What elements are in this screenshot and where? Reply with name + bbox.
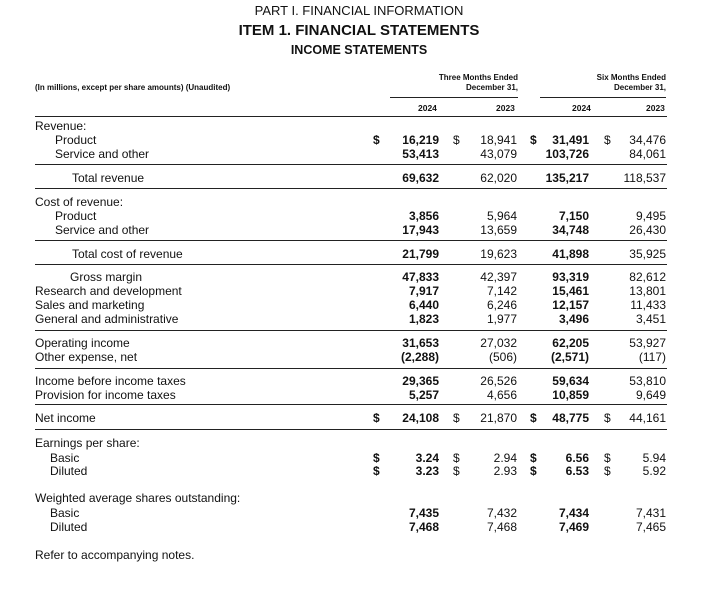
row-value: 7,431 — [635, 506, 666, 520]
row-value: 6.56 — [565, 451, 589, 465]
row-label: Product — [55, 133, 97, 147]
row-value: 42,397 — [480, 270, 517, 284]
row-label: Service and other — [55, 147, 150, 161]
currency-symbol: $ — [453, 464, 460, 478]
row-label: Service and other — [55, 223, 150, 237]
row-label: Gross margin — [70, 270, 143, 284]
row-value: 53,413 — [402, 147, 439, 161]
currency-symbol: $ — [604, 464, 611, 478]
six-months-header — [540, 73, 666, 93]
row-value: 82,612 — [629, 270, 666, 284]
row-value: (117) — [638, 350, 666, 364]
row-label: Operating income — [35, 336, 130, 350]
row-value: 48,775 — [552, 411, 589, 425]
currency-symbol: $ — [530, 451, 537, 465]
row-value: 31,653 — [402, 336, 439, 350]
row-value: 3,496 — [558, 312, 589, 326]
row-value: 24,108 — [402, 411, 439, 425]
row-value: 15,461 — [552, 284, 589, 298]
row-value: 13,659 — [480, 223, 517, 237]
row-value: 26,526 — [480, 374, 517, 388]
row-value: 6,440 — [408, 298, 439, 312]
row-value: 44,161 — [629, 411, 666, 425]
year-col2: 2023 — [496, 103, 515, 113]
row-value: 5,257 — [408, 388, 439, 402]
row-value: 7,468 — [486, 520, 517, 534]
row-value: 7,465 — [635, 520, 666, 534]
row-value: 118,537 — [623, 171, 666, 185]
currency-symbol: $ — [373, 133, 380, 147]
row-label: Product — [55, 209, 97, 223]
row-value: 53,810 — [629, 374, 666, 388]
row-value: 1,823 — [408, 312, 439, 326]
row-rule — [35, 368, 667, 369]
six-months-header-line1: Six Months Ended — [596, 73, 666, 82]
year-col1: 2024 — [418, 103, 437, 113]
three-months-header-line1: Three Months Ended — [438, 73, 518, 82]
row-label: Net income — [35, 411, 96, 425]
row-value: 1,977 — [486, 312, 517, 326]
row-label: Earnings per share: — [35, 436, 140, 450]
row-value: 62,205 — [552, 336, 589, 350]
header-rule — [35, 116, 667, 117]
row-value: 26,430 — [629, 223, 666, 237]
row-value: 93,319 — [552, 270, 589, 284]
currency-symbol: $ — [453, 451, 460, 465]
row-label: Total revenue — [72, 171, 145, 185]
row-rule — [35, 240, 667, 241]
row-value: 9,495 — [635, 209, 666, 223]
six-months-underline — [540, 97, 666, 98]
currency-symbol: $ — [453, 411, 460, 425]
row-label: Sales and marketing — [35, 298, 145, 312]
row-rule — [35, 188, 667, 189]
row-rule — [35, 429, 667, 430]
row-value: 18,941 — [480, 133, 517, 147]
row-label: Cost of revenue: — [35, 195, 124, 209]
row-value: 21,870 — [480, 411, 517, 425]
row-value: 4,656 — [486, 388, 517, 402]
three-months-underline — [390, 97, 518, 98]
row-value: 5.94 — [642, 451, 666, 465]
currency-symbol: $ — [373, 411, 380, 425]
row-value: 31,491 — [552, 133, 589, 147]
row-value: 7,917 — [408, 284, 439, 298]
footnote: Refer to accompanying notes. — [35, 548, 195, 562]
row-label: Diluted — [50, 520, 88, 534]
currency-symbol: $ — [604, 451, 611, 465]
six-months-header-line2: December 31, — [613, 83, 666, 92]
row-value: 7,435 — [408, 506, 439, 520]
row-label: Diluted — [50, 464, 88, 478]
row-value: 3.23 — [415, 464, 439, 478]
row-value: 7,142 — [486, 284, 517, 298]
currency-symbol: $ — [530, 133, 537, 147]
statement-title: INCOME STATEMENTS — [290, 43, 428, 57]
row-value: 59,634 — [552, 374, 589, 388]
row-value: 9,649 — [635, 388, 666, 402]
row-value: 69,632 — [402, 171, 439, 185]
row-value: 7,434 — [558, 506, 589, 520]
row-label: General and administrative — [35, 312, 179, 326]
row-rule — [35, 404, 667, 405]
row-value: 29,365 — [402, 374, 439, 388]
row-value: (2,571) — [550, 350, 589, 364]
three-months-header — [390, 73, 518, 93]
row-label: Other expense, net — [35, 350, 138, 364]
row-value: 3,451 — [635, 312, 666, 326]
row-label: Research and development — [35, 284, 182, 298]
row-value: 34,748 — [552, 223, 589, 237]
item-title: ITEM 1. FINANCIAL STATEMENTS — [238, 22, 480, 39]
row-value: 27,032 — [480, 336, 517, 350]
row-value: 35,925 — [629, 247, 666, 261]
row-value: 103,726 — [545, 147, 589, 161]
row-rule — [35, 330, 667, 331]
row-value: 3.24 — [415, 451, 439, 465]
row-value: 2.93 — [493, 464, 517, 478]
row-rule — [35, 264, 667, 265]
row-value: 43,079 — [480, 147, 517, 161]
row-value: 16,219 — [402, 133, 439, 147]
row-value: 84,061 — [629, 147, 666, 161]
row-label: Total cost of revenue — [72, 247, 183, 261]
row-value: 5.92 — [642, 464, 666, 478]
row-value: 7,150 — [558, 209, 589, 223]
row-value: 7,469 — [558, 520, 589, 534]
year-col3: 2024 — [572, 103, 591, 113]
row-value: 41,898 — [552, 247, 589, 261]
row-label: Basic — [50, 506, 80, 520]
row-label: Provision for income taxes — [35, 388, 176, 402]
row-value: 13,801 — [629, 284, 666, 298]
currency-symbol: $ — [373, 451, 380, 465]
row-value: 21,799 — [402, 247, 439, 261]
row-value: 5,964 — [486, 209, 517, 223]
row-value: 34,476 — [629, 133, 666, 147]
row-label: Income before income taxes — [35, 374, 186, 388]
row-value: 10,859 — [552, 388, 589, 402]
currency-symbol: $ — [453, 133, 460, 147]
row-value: (2,288) — [400, 350, 439, 364]
row-value: 19,623 — [480, 247, 517, 261]
row-label: Weighted average shares outstanding: — [35, 491, 241, 505]
row-value: 6.53 — [565, 464, 589, 478]
year-col4: 2023 — [646, 103, 665, 113]
row-value: 3,856 — [408, 209, 439, 223]
row-value: 12,157 — [552, 298, 589, 312]
currency-symbol: $ — [530, 464, 537, 478]
part-title: PART I. FINANCIAL INFORMATION — [254, 3, 464, 18]
units-note: (In millions, except per share amounts) (Unaudited) — [35, 83, 231, 92]
row-value: 2.94 — [493, 451, 517, 465]
currency-symbol: $ — [604, 411, 611, 425]
row-value: 47,833 — [402, 270, 439, 284]
row-value: 17,943 — [402, 223, 439, 237]
row-label: Revenue: — [35, 119, 87, 133]
row-value: 11,433 — [630, 298, 666, 312]
row-value: 7,468 — [408, 520, 439, 534]
row-rule — [35, 164, 667, 165]
row-value: 135,217 — [545, 171, 589, 185]
three-months-header-line2: December 31, — [465, 83, 518, 92]
currency-symbol: $ — [604, 133, 611, 147]
row-value: 62,020 — [480, 171, 517, 185]
row-value: 53,927 — [629, 336, 666, 350]
row-value: (506) — [488, 350, 517, 364]
row-value: 6,246 — [486, 298, 517, 312]
row-label: Basic — [50, 451, 80, 465]
row-value: 7,432 — [486, 506, 517, 520]
currency-symbol: $ — [373, 464, 380, 478]
currency-symbol: $ — [530, 411, 537, 425]
